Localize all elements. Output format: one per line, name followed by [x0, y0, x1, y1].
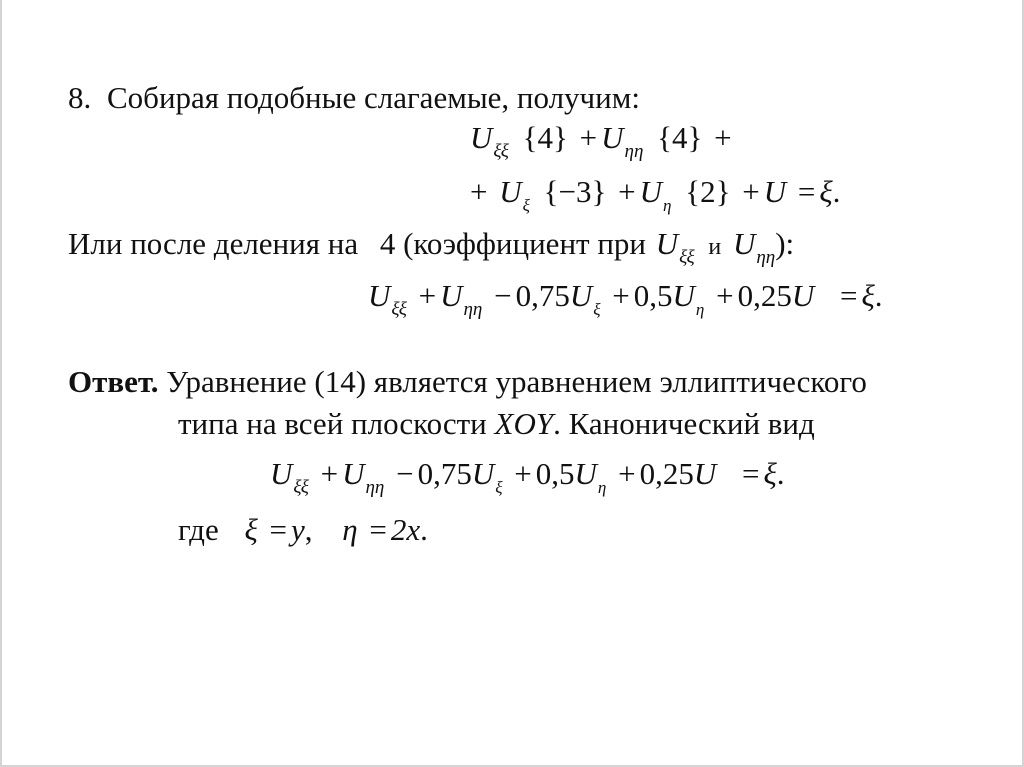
term-u: U [569, 278, 593, 313]
equation-line-2 [470, 174, 841, 215]
subscript-xixi: ξξ [679, 247, 695, 268]
subscript-xi: ξ [593, 300, 601, 319]
term-u: U [655, 226, 679, 261]
subscript-xixi: ξξ [391, 299, 407, 320]
step-heading [68, 82, 640, 113]
coef-u: 0,25 [639, 456, 694, 491]
coef-etaeta: {4} [657, 120, 703, 155]
subscript-eta: η [663, 196, 672, 215]
step-text: Собирая подобные слагаемые, получим: [107, 80, 640, 115]
division-paren-text: (коэффициент при [403, 226, 647, 261]
subscript-xixi: ξξ [293, 477, 309, 498]
var-eta: η [342, 512, 358, 547]
plane-name: XOY [494, 406, 554, 441]
term-u: U [601, 120, 624, 155]
answer-text-2: типа на всей плоскости [178, 406, 487, 441]
minus-sign: − [494, 278, 512, 313]
equals-sign: = [839, 278, 858, 313]
plus-sign: + [618, 174, 636, 209]
subscript-etaeta: ηη [365, 477, 385, 498]
answer-line-1 [68, 366, 867, 397]
division-number: 4 [379, 226, 396, 261]
term-u: U [368, 278, 391, 313]
coef-xi: 0,75 [515, 278, 570, 313]
coef-xi: {−3} [543, 174, 607, 209]
period: . [832, 174, 841, 209]
minus-sign: − [396, 456, 414, 491]
subscript-eta: η [695, 300, 705, 319]
period: . [874, 278, 883, 313]
term-u: U [639, 174, 663, 209]
answer-text-1: Уравнение (14) является уравнением эллиптического [166, 364, 867, 399]
term-u: U [574, 456, 597, 491]
plus-sign: + [714, 120, 732, 155]
period: . [420, 512, 428, 547]
subscript-etaeta: ηη [463, 299, 483, 320]
equation-reduced [368, 278, 883, 320]
plus-sign: + [716, 278, 734, 313]
plus-sign: + [618, 456, 636, 491]
term-u: U [471, 456, 495, 491]
var-xi: ξ [244, 512, 258, 547]
division-text: Или после деления на [68, 226, 359, 261]
plus-sign: + [742, 174, 760, 209]
closing-paren: ): [775, 226, 795, 261]
equation-canonical [270, 456, 785, 498]
term-u: U [732, 226, 756, 261]
plus-sign: + [320, 456, 339, 491]
term-u: U [270, 456, 293, 491]
rhs-xi: ξ [763, 456, 777, 491]
answer-label: Ответ. [68, 364, 159, 399]
coef-u: 0,25 [737, 278, 792, 313]
var-y: y [290, 512, 305, 547]
where-line [178, 514, 428, 545]
subscript-xixi: ξξ [493, 141, 509, 162]
term-u: U [672, 278, 695, 313]
plus-sign: + [418, 278, 437, 313]
term-u: U [440, 278, 463, 313]
coef-eta: {2} [685, 174, 731, 209]
coef-eta: 0,5 [633, 278, 673, 313]
plus-sign: + [612, 278, 630, 313]
subscript-xi: ξ [522, 196, 530, 215]
comma: , [304, 512, 313, 547]
term-u: U [763, 174, 787, 209]
rhs-xi: ξ [861, 278, 875, 313]
coef-xi: 0,75 [417, 456, 472, 491]
subscript-xi: ξ [495, 478, 503, 497]
plus-sign: + [579, 120, 598, 155]
period: . [776, 456, 785, 491]
division-sentence [68, 226, 795, 268]
equals-sign: = [741, 456, 760, 491]
step-number: 8. [68, 80, 92, 115]
coef-eta: 0,5 [535, 456, 575, 491]
plus-sign: + [470, 174, 488, 209]
equals-sign: = [797, 174, 816, 209]
coef-xixi: {4} [522, 120, 568, 155]
plus-sign: + [514, 456, 532, 491]
term-u: U [791, 278, 815, 313]
term-u: U [342, 456, 365, 491]
term-u: U [470, 120, 493, 155]
equals-sign: = [369, 512, 387, 547]
equation-line-1 [470, 120, 736, 162]
answer-line-2 [178, 408, 815, 439]
and-word: и [708, 234, 722, 260]
term-u: U [693, 456, 717, 491]
subscript-etaeta: ηη [624, 141, 644, 162]
term-u: U [499, 174, 522, 209]
two-x: 2x [390, 512, 421, 547]
subscript-etaeta: ηη [756, 247, 776, 268]
answer-text-2-tail: . Канонический вид [553, 406, 815, 441]
slide-border-left [0, 0, 2, 767]
rhs-xi: ξ [819, 174, 833, 209]
equals-sign: = [269, 512, 287, 547]
subscript-eta: η [597, 478, 607, 497]
where-word: где [178, 512, 219, 547]
